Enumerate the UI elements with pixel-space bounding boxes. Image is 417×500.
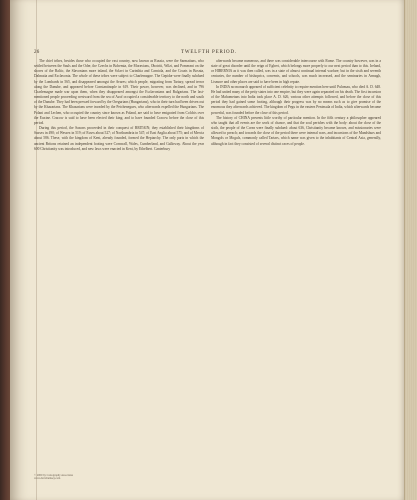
paragraph: The history of CHINA presents little worthy of particular mention. In the fifth century a philosopher appeared who taught that all events are the work of chance, and that the soul perishes with the body: about the close of the sixth, the people of the Corea were finally subdued: about 636, Christianity became known, and missionaries were allowed to preach; and towards the close of the period there were internal wars, and incursions of the Mandshurs and Mongols or Moguls, commonly called Tartars, which name was given to the inhabitants of Central Asia, generally, although in fact they consisted of several distinct races of people.	[211, 115, 381, 146]
imprint-footer	[34, 474, 73, 480]
left-text-column	[34, 59, 204, 152]
book-cover-edge	[0, 0, 10, 500]
right-text-column	[211, 59, 381, 147]
paragraph: In INDIA no monarch appeared of sufficient celebrity to require mention here until Pulomau, who died A. D. 648. He had united many of the petty states into one empire, but they were again separated on his death. The first incursion of the Mahometans into India took place A. D. 626, various other attempts followed, and before the close of this period they had gained some footing, although their progress was by no means such as to give promise of the enormous they afterwards achieved. The kingdom of Pegu in the eastern Peninsula of India, which afterwards became powerful, was founded before the close of this period.	[211, 84, 381, 115]
page-number: 26	[34, 50, 40, 55]
running-title: TWELFTH PERIOD.	[181, 50, 237, 55]
paragraph: afterwards became numerous, and there was considerable intercourse with Rome. The country however, was in a state of great disorder until the reign of Egbert, which belongs more properly to our next period than to this. Ireland, or HIBERNIA as it was then called, was in a state of almost continual internal warfare; but in the sixth and seventh centuries, the number of bishoprics, convents, and schools, was much increased, and the seminaries in Armagh, Lismore and other places are said to have been in high repute.	[211, 59, 381, 84]
page-stack-edge	[404, 0, 417, 500]
imprint-line: www.davidrumsey.com	[34, 477, 61, 481]
paragraph: During this period, the Saxons proceeded in their conquest of BRITAIN; they established their kingdoms of Sussex in 490; of Wessex in 519; of Essex about 527; of Northumbria in 547; of East Anglia about 575; and of Mercia about 586. These, with the kingdom of Kent, already founded, formed the Heptarchy. The only parts in which the ancient Britons retained an independent footing were Cornwall, Wales, Cumberland, and Galloway. About the year 600 Christianity was introduced, and new laws were enacted in Kent, by Ethelbert. Canterbury	[34, 126, 204, 151]
paragraph: The chief tribes, besides those who occupied the vast country, now known as Russia, were the Sarmatians, who settled between the Sauls and the Oder, the Czechs in Bohemia, the Moravians, Obotriti, Wilzi, and Pomerani on the shores of the Baltic, the Slavonians more inland, the Sclavi in Carinthia and Carniola, and the Croats in Bosnia, Dalmatia and Esclavonia. The whole of these tribes were subject to Charlemagne. The Gepidæ were finally subdued by the Lombards in 565, and disappeared amongst the Avares; which people, migrating from Tartary, spread terror along the Danube, and appeared before Constantinople in 619. Their power, however, was declined, and in 796 Charlemagne made war upon them, when they disappeared amongst the Esclavonians and Bulgarians. The last-mentioned people proceeding westward from the sea of Azof occupied a considerable territory to the north and south of the Danube. They had been pressed forward by the Oregurians (Hungarians), who in their turn had been driven out by the Khazarians. The Khazarians were invaded by the Petchenegues, who afterwards expelled the Hungarians. The Polani and Lechen, who occupied the country since known as Poland, are said to have emigrated from Colchis over the Euxine. Cracow is said to have been elected their king; and to have founded Cracow before the close of this period.	[34, 59, 204, 125]
imprint-line: © 2000 by Cartography Associates	[34, 474, 74, 477]
